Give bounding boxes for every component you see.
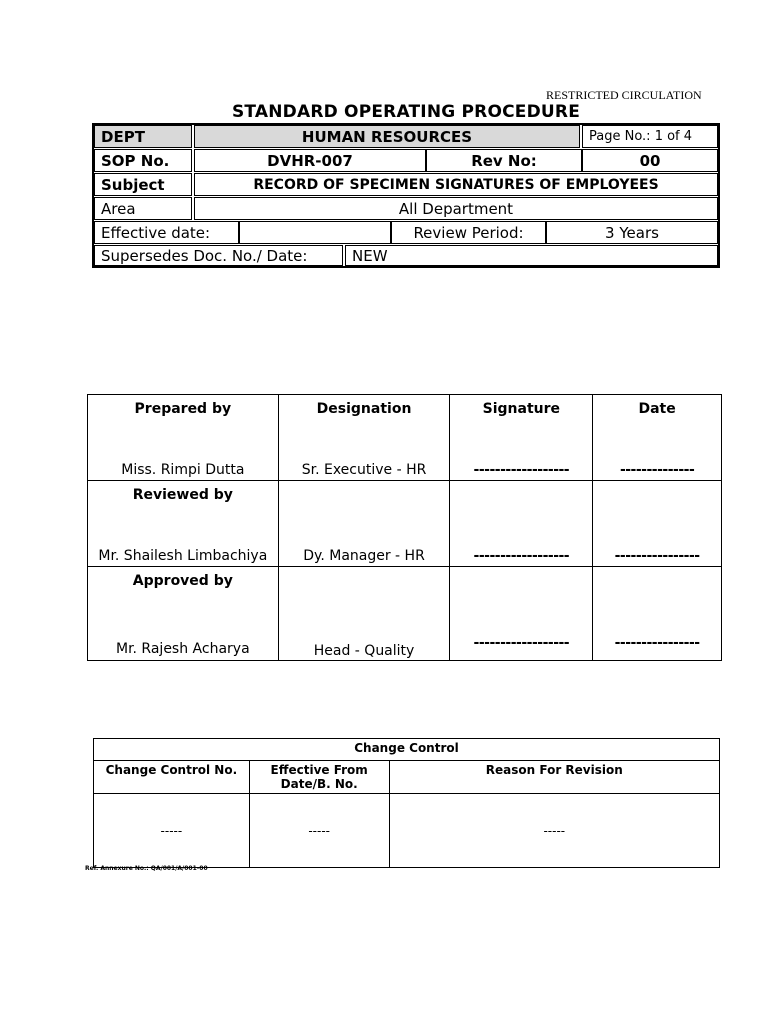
reason-for-revision-value: ----- <box>389 794 719 868</box>
signature-heading: Signature <box>482 401 561 417</box>
rev-number-value: 00 <box>582 149 718 172</box>
table-row <box>88 481 722 567</box>
designation-heading: Designation <box>316 401 412 417</box>
signature-cell <box>450 567 593 661</box>
designation-cell <box>278 395 450 481</box>
approved-by-name: Mr. Rajesh Acharya <box>115 641 250 657</box>
change-control-table <box>93 738 720 868</box>
table-row <box>94 761 720 794</box>
designation-cell <box>278 567 450 661</box>
subject-value: RECORD OF SPECIMEN SIGNATURES OF EMPLOYEES <box>194 173 718 196</box>
supersedes-label: Supersedes Doc. No./ Date: <box>94 245 343 266</box>
reason-for-revision-heading: Reason For Revision <box>389 761 719 794</box>
approved-by-date: ---------------- <box>614 635 700 651</box>
document-title: STANDARD OPERATING PROCEDURE <box>231 102 581 122</box>
approved-by-designation: Head - Quality <box>313 643 415 659</box>
prepared-by-designation: Sr. Executive - HR <box>301 462 427 478</box>
effective-from-heading: Effective From Date/B. No. <box>249 761 389 794</box>
reviewed-by-date: ---------------- <box>614 548 700 564</box>
table-row <box>94 794 720 868</box>
prepared-by-cell <box>88 395 279 481</box>
reviewed-by-name: Mr. Shailesh Limbachiya <box>98 548 268 564</box>
effective-from-value: ----- <box>249 794 389 868</box>
date-cell <box>593 395 722 481</box>
date-cell <box>593 567 722 661</box>
review-period-label: Review Period: <box>391 221 546 244</box>
effective-date-value <box>239 221 391 244</box>
supersedes-value: NEW <box>345 245 718 266</box>
prepared-by-heading: Prepared by <box>134 401 232 417</box>
page-number: Page No.: 1 of 4 <box>582 125 718 148</box>
review-period-value: 3 Years <box>546 221 718 244</box>
subject-label: Subject <box>94 173 192 196</box>
prepared-by-date: -------------- <box>619 462 695 478</box>
area-value: All Department <box>194 197 718 220</box>
restricted-circulation-label: RESTRICTED CIRCULATION <box>546 88 702 102</box>
rev-number-label: Rev No: <box>426 149 582 172</box>
designation-cell <box>278 481 450 567</box>
prepared-by-signature: ------------------ <box>473 462 570 478</box>
sop-number-value: DVHR-007 <box>194 149 426 172</box>
prepared-by-name: Miss. Rimpi Dutta <box>121 462 245 478</box>
sop-header-table <box>92 123 720 268</box>
table-row <box>94 739 720 761</box>
approved-by-signature: ------------------ <box>473 635 570 651</box>
approval-table <box>87 394 722 661</box>
date-cell <box>593 481 722 567</box>
area-label: Area <box>94 197 192 220</box>
reviewed-by-cell <box>88 481 279 567</box>
signature-cell <box>450 481 593 567</box>
signature-cell <box>450 395 593 481</box>
reviewed-by-heading: Reviewed by <box>132 487 233 503</box>
reviewed-by-designation: Dy. Manager - HR <box>303 548 425 564</box>
table-row <box>88 567 722 661</box>
change-control-title: Change Control <box>94 739 720 761</box>
dept-value: HUMAN RESOURCES <box>194 125 580 148</box>
table-row <box>88 395 722 481</box>
reference-annexure: Ref. Annexure No.: QA/001/A/001-00 <box>85 865 208 872</box>
change-control-no-heading: Change Control No. <box>94 761 250 794</box>
approved-by-heading: Approved by <box>132 573 233 589</box>
date-heading: Date <box>638 401 676 417</box>
change-control-no-value: ----- <box>94 794 250 868</box>
sop-number-label: SOP No. <box>94 149 192 172</box>
dept-label: DEPT <box>94 125 192 148</box>
effective-date-label: Effective date: <box>94 221 239 244</box>
reviewed-by-signature: ------------------ <box>473 548 570 564</box>
approved-by-cell <box>88 567 279 661</box>
